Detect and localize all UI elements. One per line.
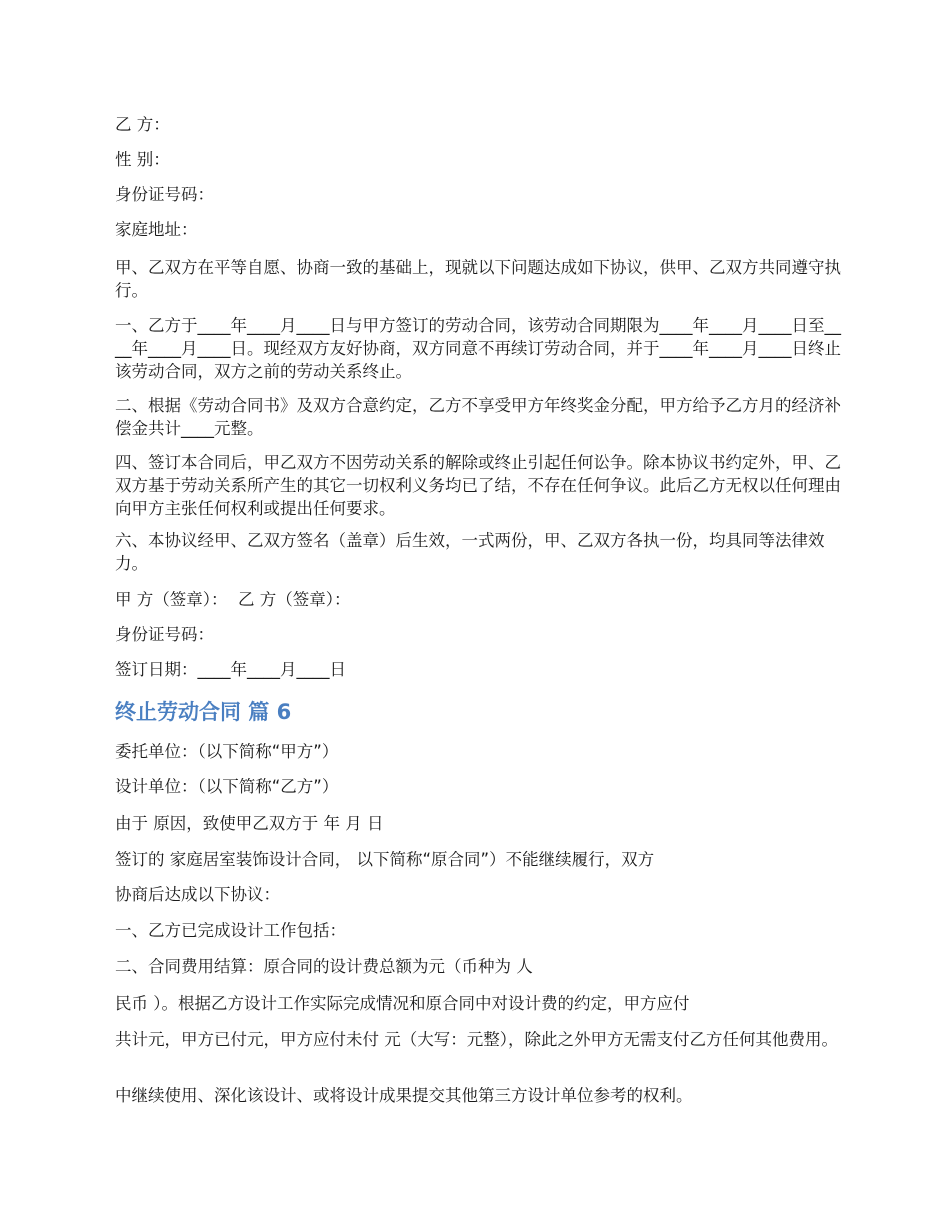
signature-line: 甲 方（签章）： 乙 方（签章）： xyxy=(115,590,351,609)
fee-detail-line: 民币 ）。根据乙方设计工作实际完成情况和原合同中对设计费的约定，甲方应付 xyxy=(115,994,690,1013)
entrusting-party-line: 委托单位：（以下简称“甲方”） xyxy=(115,742,339,761)
agreement-line: 协商后达成以下协议： xyxy=(115,885,280,904)
design-party-line: 设计单位：（以下简称“乙方”） xyxy=(115,777,339,796)
party-b-label: 乙 方： xyxy=(115,115,170,134)
reason-line: 由于 原因，致使甲乙双方于 年 月 日 xyxy=(115,814,384,833)
clause-two: 二、根据《劳动合同书》及双方合意约定，乙方不享受甲方年终奖金分配，甲方给予乙方月的经济补偿金共计____元整。 xyxy=(115,396,841,438)
intro-paragraph: 甲、乙双方在平等自愿、协商一致的基础上，现就以下问题达成如下协议，供甲、乙双方共同遵守执行。 xyxy=(115,258,841,300)
id-number-label: 身份证号码： xyxy=(115,185,214,204)
payment-line: 共计元，甲方已付元，甲方应付未付 元（大写：元整），除此之外甲方无需支付乙方任何其他费用。 xyxy=(115,1030,838,1049)
fee-settlement-line: 二、合同费用结算：原合同的设计费总额为元（币种为 人 xyxy=(115,957,533,976)
home-address-label: 家庭地址： xyxy=(115,220,198,239)
clause-one: 一、乙方于____年____月____日与甲方签订的劳动合同，该劳动合同期限为____年____月____日至____年____月____日。现经双方友好协商，双方同意不再续订劳动合同，并于____年____月____日终止该劳动合同，双方之前的劳动关系终止。 xyxy=(115,316,841,381)
clause-six: 六、本协议经甲、乙双方签名（盖章）后生效，一式两份，甲、乙双方各执一份，均具同等法律效力。 xyxy=(115,531,825,573)
gender-label: 性 别： xyxy=(115,150,170,169)
clause-four: 四、签订本合同后，甲乙双方不因劳动关系的解除或终止引起任何讼争。除本协议书约定外，甲、乙双方基于劳动关系所产生的其它一切权利义务均已了结，不存在任何争议。此后乙方无权以任何理由向甲方主张任何权利或提出任何要求。 xyxy=(115,453,841,518)
id-number-label-2: 身份证号码： xyxy=(115,625,214,644)
design-work-line: 一、乙方已完成设计工作包括： xyxy=(115,921,346,940)
rights-line: 中继续使用、深化该设计、或将设计成果提交其他第三方设计单位参考的权利。 xyxy=(115,1086,693,1105)
sign-date-line: 签订日期：____年____月____日 xyxy=(115,660,346,679)
section-heading: 终止劳动合同 篇 6 xyxy=(115,700,292,724)
contract-line: 签订的 家庭居室装饰设计合同， 以下简称“原合同”）不能继续履行，双方 xyxy=(115,850,655,869)
